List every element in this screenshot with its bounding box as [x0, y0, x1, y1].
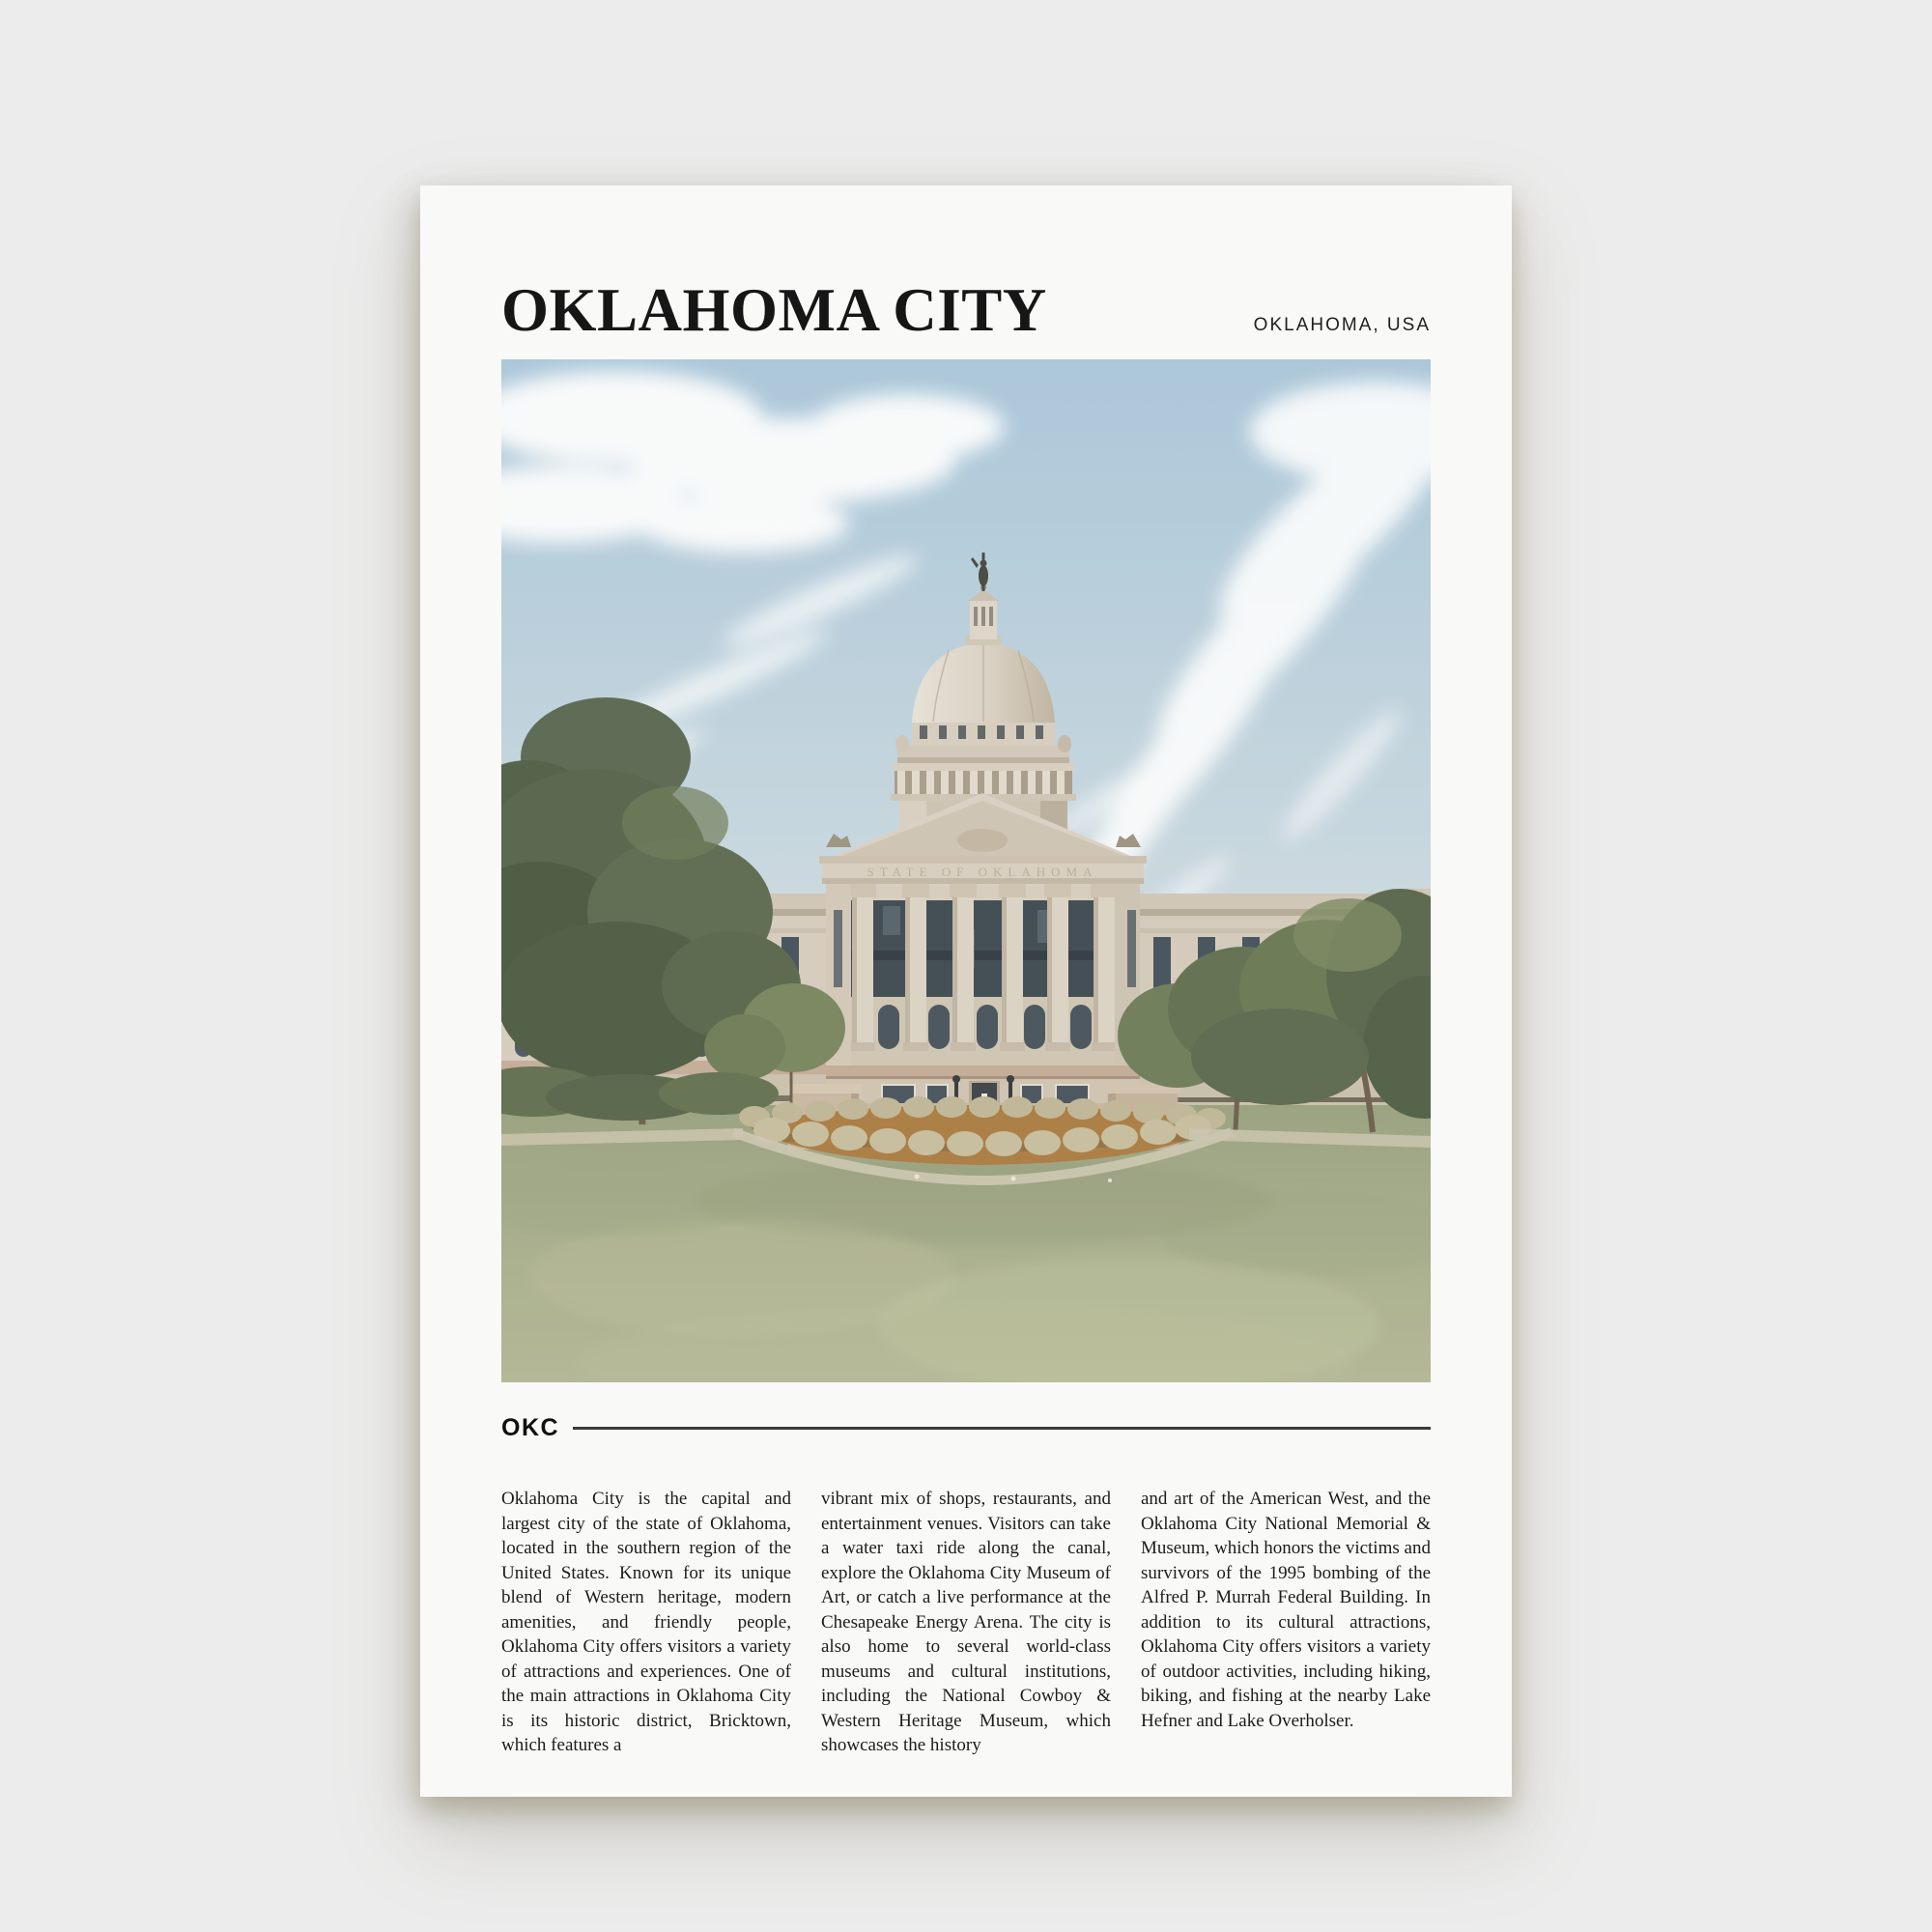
body-column-2: vibrant mix of shops, restaurants, and entertainment venues. Visitors can take a water taxi ride along the canal, explore the Oklahoma City Museum of Art, or catch a live performance at the Chesapeake Energy Arena. The city is also home to several world-class museums and cultural institutions, including the National Cowboy & Western Heritage Museum, which showcases the history	[821, 1489, 1111, 1755]
body-text	[501, 1468, 1431, 1776]
photo-matte-overlay	[501, 359, 1431, 1382]
location-label: OKLAHOMA, USA	[1253, 315, 1431, 335]
body-column-3: and art of the American West, and the Oklahoma City National Memorial & Museum, which honors the victims and survivors of the 1995 bombing of the Alfred P. Murrah Federal Building. In addition to its cultural attractions, Oklahoma City offers visitors a variety of outdoor activities, including hiking, biking, and fishing at the nearby Lake Hefner and Lake Overholser.	[1141, 1489, 1431, 1731]
section-label: OKC	[501, 1414, 560, 1441]
body-column-1: Oklahoma City is the capital and largest city of the state of Oklahoma, located in the southern region of the United States. Known for its unique blend of Western heritage, modern amenities, and friendly people, Oklahoma City offers visitors a variety of attractions and experiences. One of the main attractions in Oklahoma City is its historic district, Bricktown, which features a	[501, 1489, 791, 1755]
section-rule	[573, 1427, 1431, 1430]
travel-poster	[420, 185, 1512, 1797]
frieze-text: STATE OF OKLAHOMA	[867, 865, 1098, 879]
poster-header	[501, 276, 1431, 344]
city-title: OKLAHOMA CITY	[501, 276, 1047, 344]
section-row	[501, 1414, 1431, 1442]
capitol-photo	[501, 359, 1431, 1382]
